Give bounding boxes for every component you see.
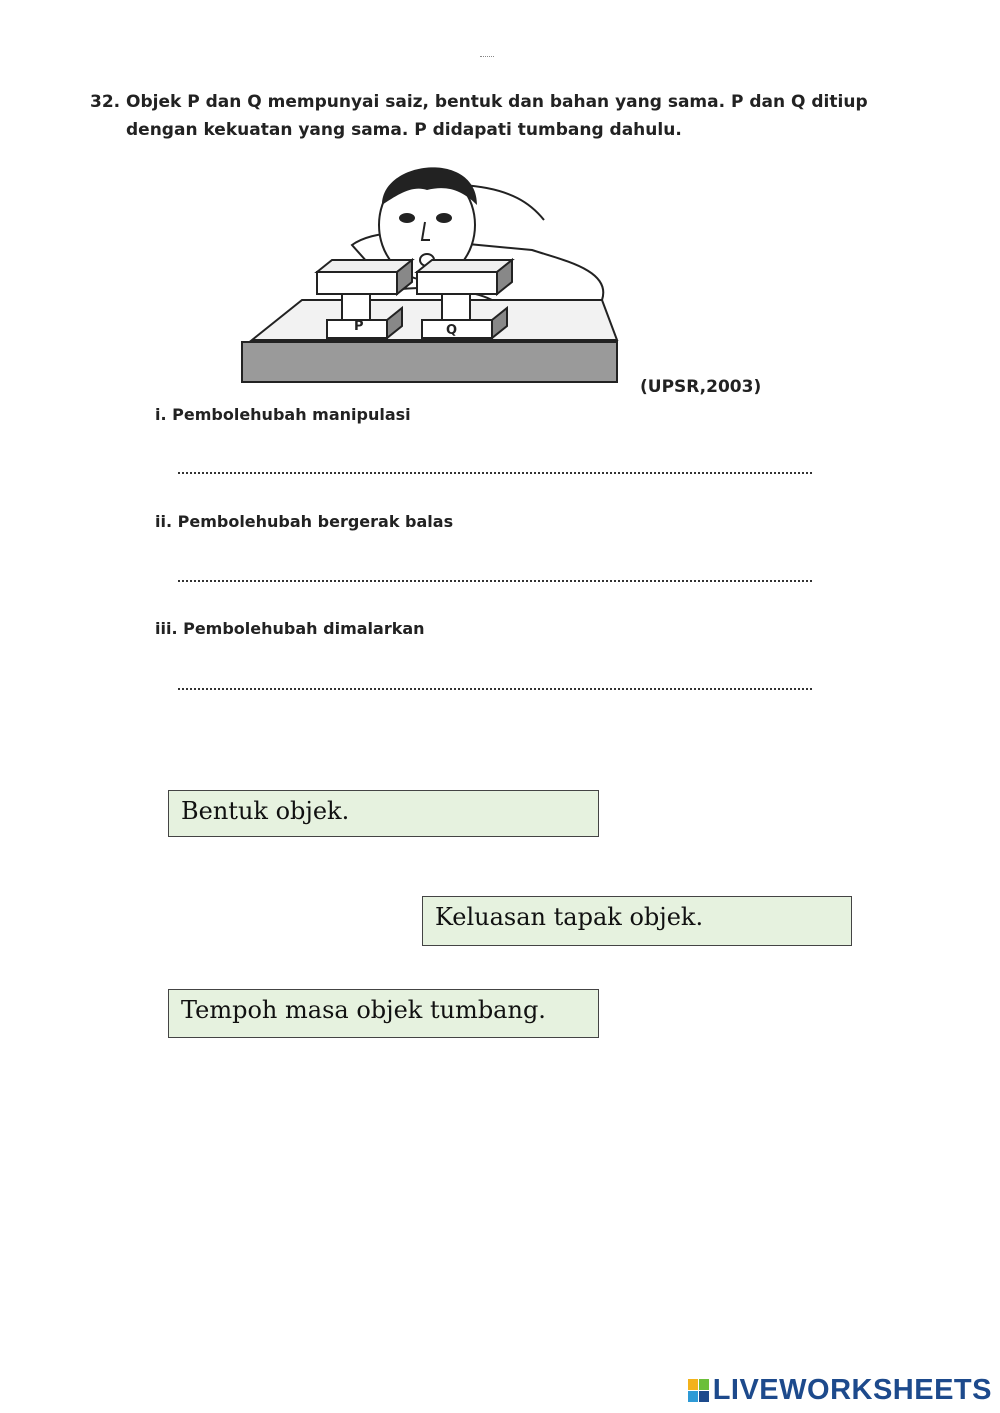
source-citation: (UPSR,2003) bbox=[640, 377, 762, 397]
answer-line-responding[interactable] bbox=[178, 580, 812, 582]
boy-eye-left bbox=[399, 213, 415, 223]
experiment-illustration bbox=[232, 150, 622, 395]
table-front bbox=[242, 342, 617, 382]
answer-line-manipulated[interactable] bbox=[178, 472, 812, 474]
liveworksheets-logo-text: LIVEWORKSHEETS bbox=[712, 1374, 992, 1406]
answer-option-tempoh-masa[interactable]: Tempoh masa objek tumbang. bbox=[168, 989, 599, 1038]
question-text: Objek P dan Q mempunyai saiz, bentuk dan bahan yang sama. P dan Q ditiup dengan kekuatan yang sama. P didapati tumbang dahulu. bbox=[126, 92, 868, 140]
answer-option-bentuk-objek[interactable]: Bentuk objek. bbox=[168, 790, 599, 837]
question-number: 32. bbox=[90, 92, 121, 112]
boy-eye-right bbox=[436, 213, 452, 223]
subquestion-manipulated-label: i. Pembolehubah manipulasi bbox=[155, 405, 411, 424]
label-p: P bbox=[354, 319, 364, 334]
liveworksheets-logo bbox=[688, 1374, 992, 1407]
subquestion-constant-label: iii. Pembolehubah dimalarkan bbox=[155, 619, 425, 638]
subquestion-responding-label: ii. Pembolehubah bergerak balas bbox=[155, 512, 454, 531]
answer-line-constant[interactable] bbox=[178, 688, 812, 690]
answer-option-keluasan-tapak[interactable]: Keluasan tapak objek. bbox=[422, 896, 852, 946]
page-mark bbox=[480, 56, 494, 57]
label-q: Q bbox=[446, 323, 458, 338]
liveworksheets-logo-icon bbox=[688, 1379, 709, 1402]
